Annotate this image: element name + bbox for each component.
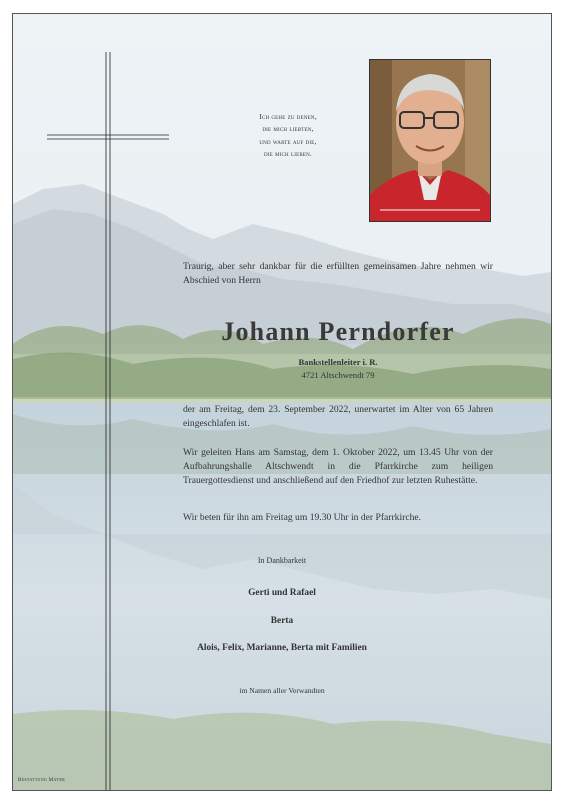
family-line: Alois, Felix, Marianne, Berta mit Familien: [197, 643, 367, 653]
prayer-paragraph: Wir beten für ihn am Freitag um 19.30 Uhr in der Pfarrkirche.: [183, 512, 422, 523]
memorial-poem: [213, 111, 363, 161]
deceased-occupation: Bankstellenleiter i. R.: [298, 357, 378, 367]
thanks-text: In Dankbarkeit: [257, 556, 307, 565]
obituary-card: [12, 13, 552, 791]
cross-icon: [47, 52, 169, 791]
deceased-name: Johann Perndorfer: [221, 317, 455, 346]
death-notice-paragraph: der am Freitag, dem 23. September 2022, unerwartet im Alter von 65 Jahren eingeschlafen ist.: [183, 404, 493, 429]
poem-line: die mich liebten,: [262, 124, 314, 134]
undertaker-credit: Bestattung Mayer: [18, 778, 66, 783]
funeral-details-paragraph: Wir geleiten Hans am Samstag, dem 1. Oktober 2022, um 13.45 Uhr von der Aufbahrungshalle Altschwendt in die Pfarrkirche zum heiligen Trauergottesdienst und anschließend auf den Friedhof zur letzten Ruhestätte.: [183, 447, 493, 486]
intro-text: Traurig, aber sehr dankbar für die erfüllten gemeinsamen Jahre nehmen wir Abschied von Herrn: [183, 261, 493, 286]
poem-line: Ich gehe zu denen,: [259, 112, 317, 121]
family-line: Gerti und Rafael: [248, 588, 316, 598]
relatives-text: im Namen aller Verwandten: [239, 686, 325, 695]
portrait-photo: [369, 59, 491, 222]
family-line: Berta: [270, 616, 294, 626]
poem-line: und warte auf die,: [259, 136, 317, 146]
deceased-address: 4721 Altschwendt 79: [301, 370, 375, 380]
poem-line: die mich lieben.: [263, 149, 313, 159]
